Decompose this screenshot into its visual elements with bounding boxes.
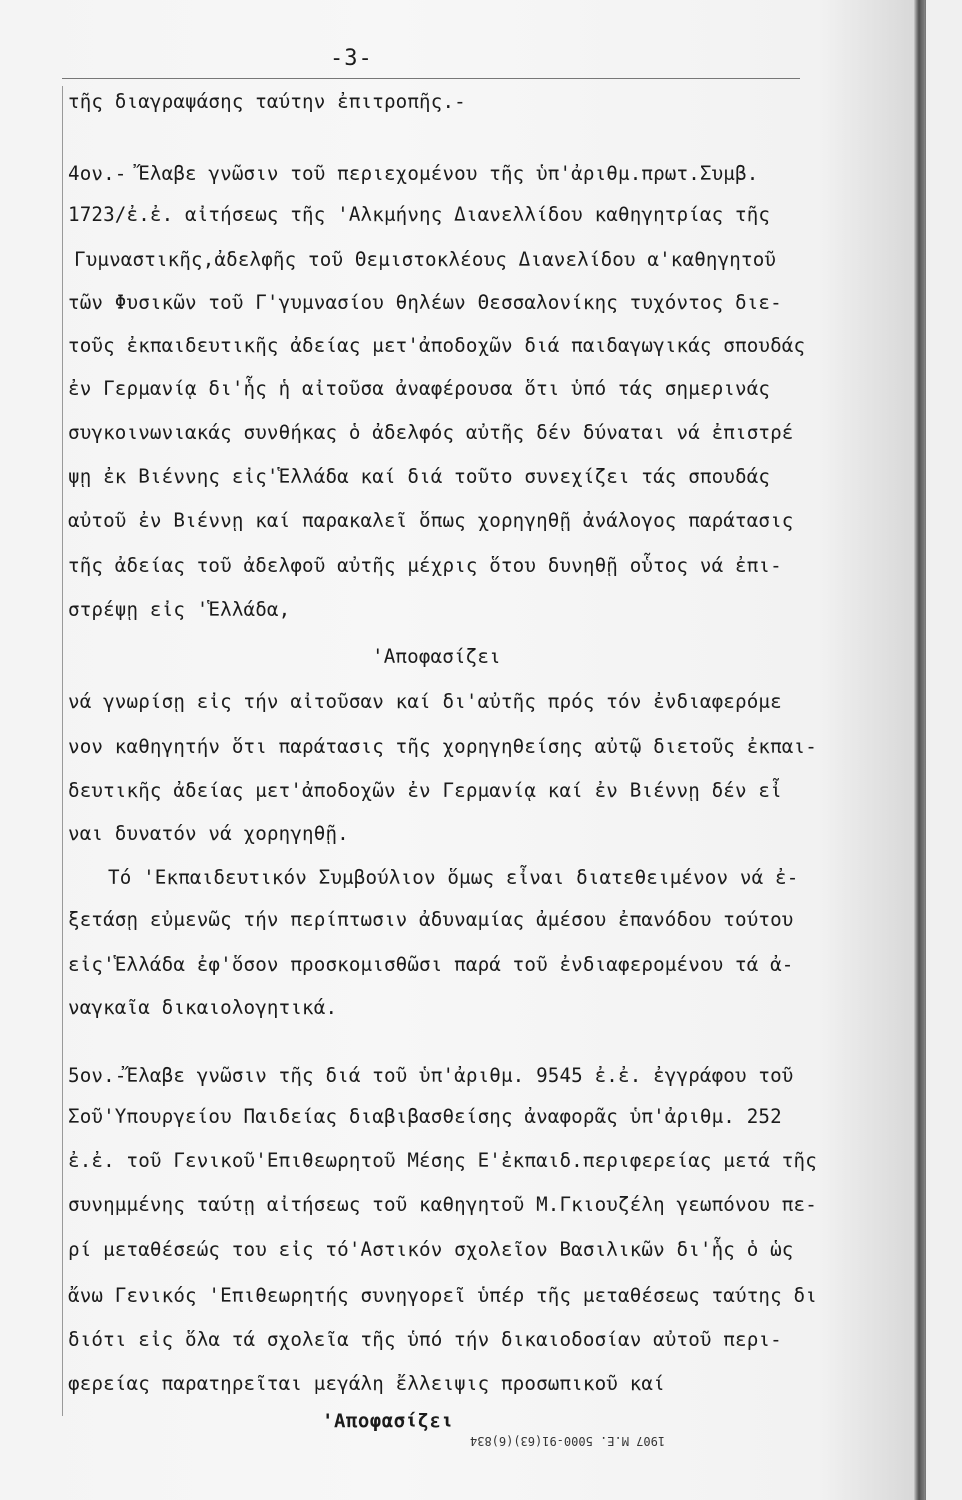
text-line-28: φερείας παρατηρεῖται μεγάλη ἔλλειψις προσωπικοῦ καί (68, 1372, 665, 1395)
binding-shadow (914, 0, 924, 1500)
decision-heading: 'Αποφασίζει (372, 645, 501, 668)
text-line-24: συνημμένης ταύτῃ αἰτήσεως τοῦ καθηγητοῦ Μ.Γκιουζέλη γεωπόνου πε- (68, 1193, 817, 1216)
text-line-11: τῆς ἀδείας τοῦ ἀδελφοῦ αὐτῆς μέχρις ὅτου δυνηθῇ οὗτος νά ἐπι- (68, 554, 782, 577)
text-line-15: δευτικῆς ἀδείας μετ'ἀποδοχῶν ἐν Γερμανίᾳ καί ἐν Βιέννῃ δέν εἶ (68, 779, 782, 802)
text-line-1: τῆς διαγραψάσης ταύτην ἐπιτροπῆς.- (68, 90, 466, 113)
text-line-14: νον καθηγητήν ὅτι παράτασις τῆς χορηγηθείσης αὐτῷ διετοῦς ἐκπαι- (68, 735, 817, 758)
text-line-7: ἐν Γερμανίᾳ δι'ἧς ἡ αἰτοῦσα ἀναφέρουσα ὅτι ὑπό τάς σημερινάς (68, 377, 771, 400)
text-line-6: τοῦς ἐκπαιδευτικῆς ἀδείας μετ'ἀποδοχῶν διά παιδαγωγικάς σπουδάς (68, 334, 806, 357)
page-number: -3- (330, 46, 373, 71)
text-line-17: Τό 'Εκπαιδευτικόν Συμβούλιον ὅμως εἶναι διατεθειμένον νά ἐ- (108, 866, 799, 889)
margin-rule (62, 86, 63, 1416)
text-line-19: εἰς'Ἑλλάδα ἐφ'ὅσον προσκομισθῶσι παρά τοῦ ἐνδιαφερομένου τά ἀ- (68, 953, 794, 976)
text-line-13: νά γνωρίσῃ εἰς τήν αἰτοῦσαν καί δι'αὐτῆς πρός τόν ἐνδιαφερόμε (68, 690, 782, 713)
text-line-20: ναγκαῖα δικαιολογητικά. (68, 996, 338, 1019)
text-line-3: 1723/ἐ.ἐ. αἰτήσεως τῆς 'Αλκμήνης Διανελλίδου καθηγητρίας τῆς (68, 203, 771, 226)
text-line-16: ναι δυνατόν νά χορηγηθῇ. (68, 822, 349, 845)
text-line-23: ἐ.ἐ. τοῦ Γενικοῦ'Επιθεωρητοῦ Μέσης Ε'ἐκπαιδ.περιφερείας μετά τῆς (68, 1149, 817, 1172)
text-line-25: ρί μεταθέσεώς του εἰς τό'Αστικόν σχολεῖον Βασιλικῶν δι'ἧς ὁ ὡς (68, 1238, 794, 1261)
footer-decision-heading: 'Αποφασίζει (322, 1410, 454, 1432)
text-line-18: ξετάσῃ εὐμενῶς τήν περίπτωσιν ἀδυναμίας ἀμέσου ἐπανόδου τούτου (68, 908, 794, 931)
text-line-5: τῶν Φυσικῶν τοῦ Γ'γυμνασίου θηλέων Θεσσαλονίκης τυχόντος διε- (68, 291, 782, 314)
text-line-9: ψῃ ἐκ Βιέννης εἰς'Ἑλλάδα καί διά τοῦτο συνεχίζει τάς σπουδάς (68, 465, 771, 488)
header-rule (62, 78, 800, 79)
text-line-22: Σοῦ'Υπουργείου Παιδείας διαβιβασθείσης ἀναφορᾶς ὑπ'ἀριθμ. 252 (68, 1105, 782, 1128)
text-line-10: αὐτοῦ ἐν Βιέννῃ καί παρακαλεῖ ὅπως χορηγηθῇ ἀνάλογος παράτασις (68, 509, 794, 532)
text-line-21: 5ον.-Ἔλαβε γνῶσιν τῆς διά τοῦ ὑπ'ἀριθμ. 9545 ἐ.ἐ. ἐγγράφου τοῦ (68, 1064, 794, 1087)
text-line-8: συγκοινωνιακάς συνθήκας ὁ ἀδελφός αὐτῆς δέν δύναται νά ἐπιστρέ (68, 421, 794, 444)
text-line-27: διότι εἰς ὅλα τά σχολεῖα τῆς ὑπό τήν δικαιοδοσίαν αὐτοῦ περι- (68, 1328, 782, 1351)
printer-stamp: 1907 Μ.Ε. 5000-91(63)(6)834 (470, 1434, 666, 1448)
text-line-4: Γυμναστικῆς,ἀδελφῆς τοῦ Θεμιστοκλέους Διανελίδου α'καθηγητοῦ (74, 248, 777, 271)
text-line-26: ἄνω Γενικός 'Επιθεωρητής συνηγορεῖ ὑπέρ τῆς μεταθέσεως ταύτης δι (68, 1284, 817, 1307)
text-line-12: στρέψῃ εἰς 'Ἑλλάδα, (68, 598, 291, 621)
text-line-2: 4ον.- Ἔλαβε γνῶσιν τοῦ περιεχομένου τῆς ὑπ'ἀριθμ.πρωτ.Συμβ. (68, 162, 759, 185)
page-edge-strip (926, 0, 962, 1500)
